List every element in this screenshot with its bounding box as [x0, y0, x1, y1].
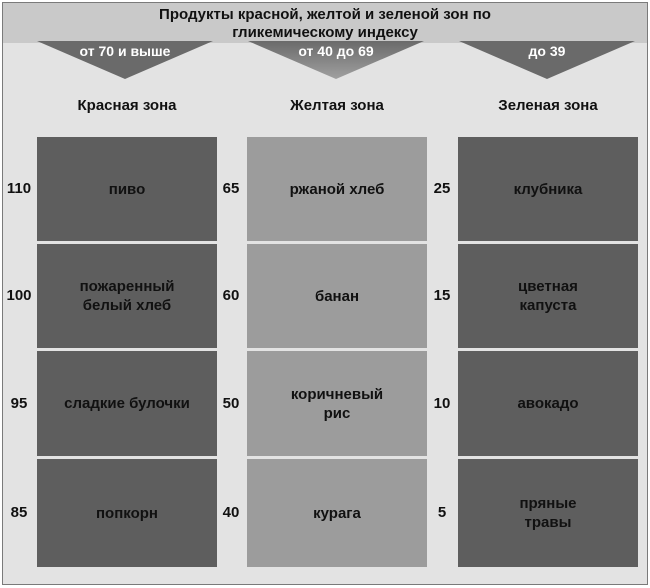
- food-name-line: рис: [323, 404, 351, 422]
- green-zone-title: Зеленая зона: [498, 97, 598, 114]
- red-zone-title: Красная зона: [77, 97, 177, 114]
- food-name-line: банан: [314, 287, 360, 305]
- glycemic-index-value: 110: [6, 180, 32, 197]
- food-name-line: цветная: [518, 278, 578, 295]
- red-zone-food-cell: [37, 351, 217, 456]
- glycemic-index-value: 95: [10, 394, 28, 412]
- diagram-title: [3, 3, 647, 43]
- food-name-line: белый хлеб: [82, 297, 172, 314]
- red-zone-range-label: от 70 и выше: [79, 43, 171, 59]
- yellow-zone-title: Желтая зона: [290, 97, 384, 114]
- food-name-line: травы: [524, 514, 572, 531]
- green-zone-range-label: до 39: [528, 43, 566, 59]
- green-zone-food-cell: [458, 244, 638, 348]
- food-name-line: ржаной хлеб: [289, 180, 385, 198]
- glycemic-index-value: 85: [10, 504, 28, 521]
- glycemic-index-value: 25: [433, 180, 451, 197]
- glycemic-index-value: 60: [222, 287, 240, 304]
- glycemic-index-value: 10: [433, 394, 451, 412]
- food-name-line: пряные: [519, 495, 577, 512]
- title-line-1: Продукты красной, желтой и зеленой зон по: [159, 6, 491, 23]
- food-name-line: авокадо: [517, 395, 579, 412]
- yellow-zone-banner: [248, 41, 424, 79]
- red-zone-food-cell: [37, 137, 217, 241]
- red-zone-food-cell: [37, 244, 217, 348]
- green-zone-food-cell: [458, 351, 638, 456]
- glycemic-index-value: 5: [437, 504, 447, 521]
- food-name-line: пиво: [108, 180, 146, 198]
- red-zone-food-cell: [37, 459, 217, 567]
- food-name-line: курага: [313, 504, 361, 522]
- yellow-zone-range-label: от 40 до 69: [298, 43, 374, 59]
- yellow-zone-food-cell: [247, 137, 427, 241]
- glycemic-index-value: 15: [433, 287, 451, 304]
- glycemic-index-value: 65: [222, 180, 240, 197]
- yellow-zone-food-cell: [247, 244, 427, 348]
- food-name-line: сладкие булочки: [64, 395, 190, 412]
- green-zone-banner: [459, 41, 635, 79]
- food-name-line: капуста: [519, 297, 577, 314]
- food-name-line: клубника: [513, 180, 583, 198]
- glycemic-index-value: 40: [222, 504, 240, 521]
- green-zone-food-cell: [458, 137, 638, 241]
- food-name-line: коричневый: [290, 385, 384, 403]
- yellow-zone-food-cell: [247, 351, 427, 456]
- red-zone-banner: [37, 41, 213, 79]
- title-line-2: гликемическому индексу: [232, 24, 418, 41]
- yellow-zone-food-cell: [247, 459, 427, 567]
- food-name-line: попкорн: [96, 504, 158, 522]
- glycemic-index-value: 100: [6, 287, 32, 304]
- food-name-line: пожаренный: [79, 278, 175, 295]
- glycemic-index-value: 50: [222, 394, 240, 412]
- green-zone-food-cell: [458, 459, 638, 567]
